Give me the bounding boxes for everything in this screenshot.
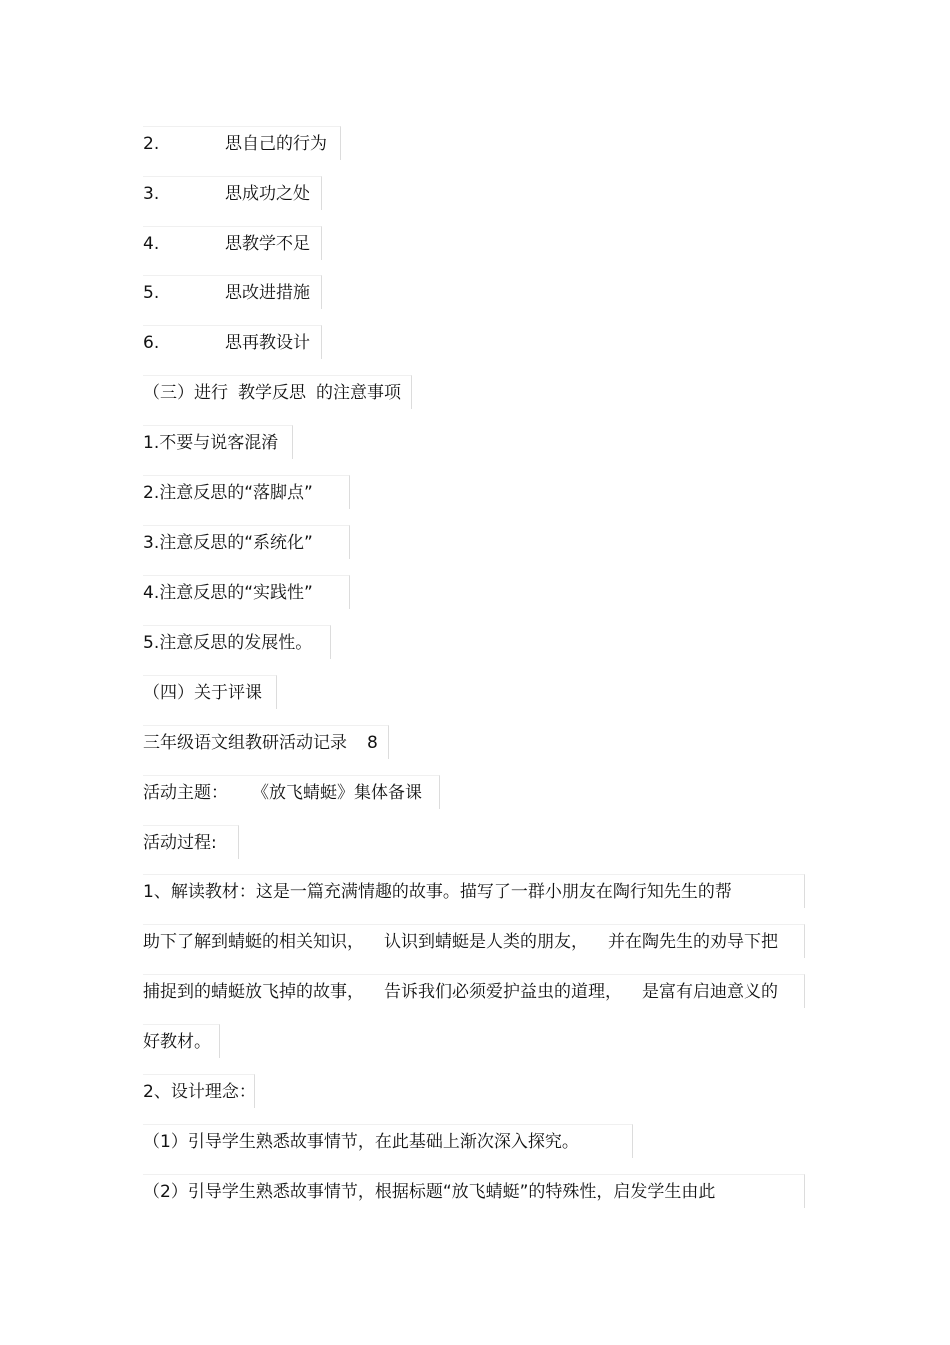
text-segment: 捕捉到的蜻蜓放飞掉的故事， (143, 982, 364, 1002)
list-item (143, 176, 322, 210)
list-item: 4.注意反思的“实践性” (143, 575, 350, 609)
theme-value: 《放飞蜻蜓》集体备课 (252, 783, 422, 803)
list-item: 2.注意反思的“落脚点” (143, 475, 350, 509)
list-item: 1.不要与说客混淆 (143, 425, 293, 459)
list-number: 2. (143, 134, 160, 154)
text-segment: 认识到蜻蜓是人类的朋友， (384, 932, 588, 952)
list-item: 5.注意反思的发展性。 (143, 625, 331, 659)
heading-part: 的注意事项 (316, 383, 401, 403)
list-item (143, 126, 341, 160)
paragraph-line (143, 924, 805, 958)
text-segment: 是富有启迪意义的 (642, 982, 778, 1002)
list-text: 思自己的行为 (225, 134, 327, 154)
list-item (143, 325, 322, 359)
list-number: 4. (143, 234, 160, 254)
list-item (143, 226, 322, 260)
list-text: 思再教设计 (225, 333, 310, 353)
list-text: 思教学不足 (225, 234, 310, 254)
list-item: （2）引导学生熟悉故事情节，根据标题“放飞蜻蜓”的特殊性，启发学生由此 (143, 1174, 805, 1208)
list-text: 思改进措施 (225, 283, 310, 303)
list-text: 思成功之处 (225, 184, 310, 204)
theme-label: 活动主题： (143, 783, 228, 803)
process-label: 活动过程: (143, 825, 239, 859)
text-segment: 助下了解到蜻蜓的相关知识， (143, 932, 364, 952)
paragraph-line: 好教材。 (143, 1024, 220, 1058)
paragraph-line (143, 974, 805, 1008)
text-segment: 并在陶先生的劝导下把 (608, 932, 778, 952)
section-heading: 2、设计理念： (143, 1074, 255, 1108)
section-heading: （四）关于评课 (143, 675, 277, 709)
text-segment: 告诉我们必须爱护益虫的道理， (384, 982, 622, 1002)
record-number: 8 (367, 733, 378, 753)
list-item (143, 275, 322, 309)
list-item: 3.注意反思的“系统化” (143, 525, 350, 559)
paragraph-line: 1、解读教材：这是一篇充满情趣的故事。描写了一群小朋友在陶行知先生的帮 (143, 874, 805, 908)
activity-theme (143, 775, 440, 809)
record-title (143, 725, 389, 759)
list-item: （1）引导学生熟悉故事情节，在此基础上渐次深入探究。 (143, 1124, 633, 1158)
list-number: 3. (143, 184, 160, 204)
list-number: 6. (143, 333, 160, 353)
list-number: 5. (143, 283, 160, 303)
record-title-text: 三年级语文组教研活动记录 (143, 733, 347, 753)
section-heading (143, 375, 412, 409)
heading-part: （三）进行 (143, 383, 228, 403)
heading-part: 教学反思 (238, 383, 306, 403)
